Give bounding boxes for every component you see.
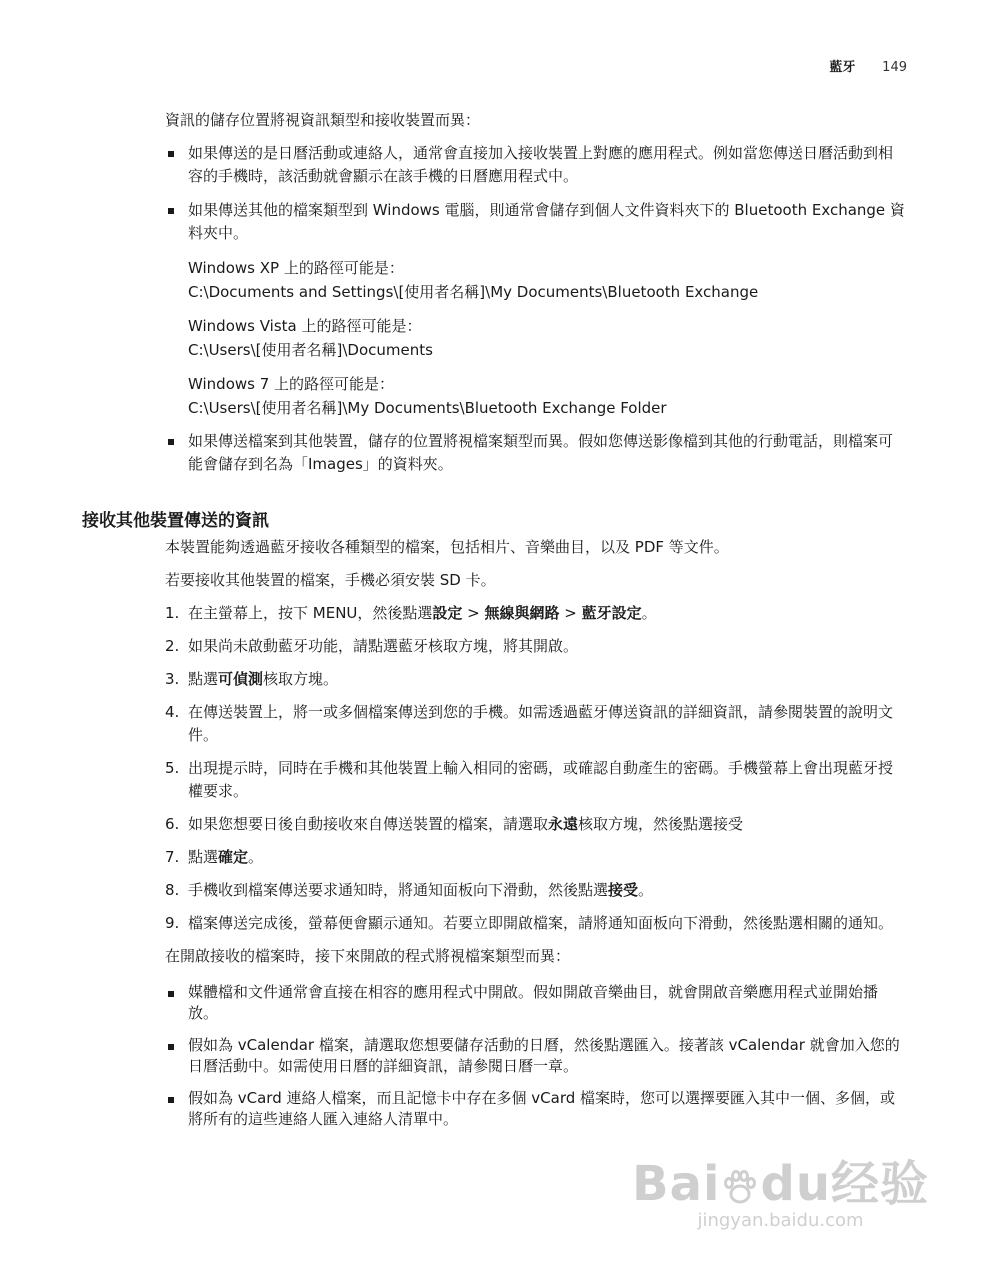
option-discoverable: 可偵測 [218,670,264,688]
step-number: 2. [165,637,180,655]
path-value: C:\Users\[使用者名稱]\My Documents\Bluetooth Exchange Folder [188,399,667,417]
send-bullet-list-2 [165,430,907,476]
step-number: 4. [165,703,180,721]
step-text: 點選 [188,848,219,866]
option-always: 永遠 [548,815,579,833]
step-1 [165,602,907,625]
page-header [0,56,907,75]
watermark-du: du [760,1156,831,1212]
watermark-logo [632,1158,929,1210]
step-number: 3. [165,670,180,688]
menu-bluetooth-settings: 藍牙設定 [581,604,642,622]
watermark-bai: Bai [632,1156,721,1212]
path-vista [188,314,907,362]
path-label: Windows Vista 上的路徑可能是： [188,317,422,335]
receive-content [165,536,907,1141]
step-2 [165,635,907,658]
step-text: 手機收到檔案傳送要求通知時，將通知面板向下滑動，然後點選 [188,881,609,899]
option-accept: 接受 [608,881,639,899]
bullet-other-devices: 如果傳送檔案到其他裝置，儲存的位置將視檔案類型而異。假如您傳送影像檔到其他的行動電話，則檔案可能會儲存到名為「Images」的資料夾。 [165,430,907,476]
path-value: C:\Users\[使用者名稱]\Documents [188,341,433,359]
section-title: 藍牙 [829,60,856,75]
top-content [165,109,907,487]
paw-icon [720,1167,760,1207]
sd-card-note: 若要接收其他裝置的檔案，手機必須安裝 SD 卡。 [165,571,496,589]
page-number: 149 [882,60,907,75]
step-text: 在傳送裝置上，將一或多個檔案傳送到您的手機。如需透過藍牙傳送資訊的詳細資訊，請參閱裝置的說明文件。 [188,703,894,744]
step-text: 在主螢幕上，按下 MENU，然後點選 [188,604,433,622]
path-win7 [188,372,907,420]
step-text-end: 核取方塊。 [263,670,339,688]
step-4 [165,701,907,747]
step-text-end: 核取方塊，然後點選接受 [578,815,744,833]
option-ok: 確定 [218,848,249,866]
step-text: 檔案傳送完成後，螢幕便會顯示通知。若要立即開啟檔案，請將通知面板向下滑動，然後點選相關的通知。 [188,914,894,932]
intro-text: 資訊的儲存位置將視資訊類型和接收裝置而異： [165,111,481,129]
bullet-windows-text: 如果傳送其他的檔案類型到 Windows 電腦，則通常會儲存到個人文件資料夾下的 Bluetooth Exchange 資料夾中。 [188,201,905,242]
step-number: 6. [165,815,180,833]
step-number: 5. [165,759,180,777]
path-xp [188,256,907,304]
step-text: 如果您想要日後自動接收來自傳送裝置的檔案，請選取 [188,815,549,833]
open-files-intro: 在開啟接收的檔案時，接下來開啟的程式將視檔案類型而異： [165,947,571,965]
step-text-end: 。 [248,848,264,866]
step-text-end: 。 [641,604,657,622]
open-files-list [165,982,907,1130]
step-7 [165,846,907,869]
menu-separator: > [559,604,582,622]
watermark-url: jingyan.baidu.com [697,1210,864,1231]
step-8 [165,879,907,902]
step-5 [165,757,907,803]
path-label: Windows 7 上的路徑可能是： [188,375,395,393]
menu-separator: > [462,604,485,622]
step-text: 點選 [188,670,219,688]
menu-wireless: 無線與網路 [484,604,560,622]
step-text: 如果尚未啟動藍牙功能，請點選藍牙核取方塊，將其開啟。 [188,637,579,655]
bullet-windows-files [165,199,907,245]
step-6 [165,813,907,836]
bullet-calendar-contacts: 如果傳送的是日曆活動或連絡人，通常會直接加入接收裝置上對應的應用程式。例如當您傳送日曆活動到相容的手機時，該活動就會顯示在該手機的日曆應用程式中。 [165,142,907,188]
menu-settings: 設定 [432,604,463,622]
baidu-watermark [632,1158,929,1232]
step-number: 7. [165,848,180,866]
receive-intro: 本裝置能夠透過藍牙接收各種類型的檔案，包括相片、音樂曲目，以及 PDF 等文件。 [165,538,729,556]
bullet-media: 媒體檔和文件通常會直接在相容的應用程式中開啟。假如開啟音樂曲目，就會開啟音樂應用程式並開始播放。 [165,982,907,1024]
watermark-jingyan: 经验 [830,1156,929,1212]
step-number: 8. [165,881,180,899]
step-number: 1. [165,604,180,622]
steps-list [165,602,907,935]
path-label: Windows XP 上的路徑可能是： [188,259,404,277]
step-text-end: 。 [638,881,654,899]
step-text: 出現提示時，同時在手機和其他裝置上輸入相同的密碼，或確認自動產生的密碼。手機螢幕上會出現藍牙授權要求。 [188,759,894,800]
step-3 [165,668,907,691]
path-value: C:\Documents and Settings\[使用者名稱]\My Documents\Bluetooth Exchange [188,283,759,301]
send-bullet-list [165,142,907,245]
bullet-vcalendar: 假如為 vCalendar 檔案，請選取您想要儲存活動的日曆，然後點選匯入。接著該 vCalendar 就會加入您的日曆活動中。如需使用日曆的詳細資訊，請參閱日曆一章。 [165,1035,907,1077]
step-number: 9. [165,914,180,932]
section-heading: 接收其他裝置傳送的資訊 [82,511,269,531]
bullet-vcard: 假如為 vCard 連絡人檔案，而且記憶卡中存在多個 vCard 檔案時，您可以選擇要匯入其中一個、多個，或將所有的這些連絡人匯入連絡人清單中。 [165,1088,907,1130]
step-9 [165,912,907,935]
